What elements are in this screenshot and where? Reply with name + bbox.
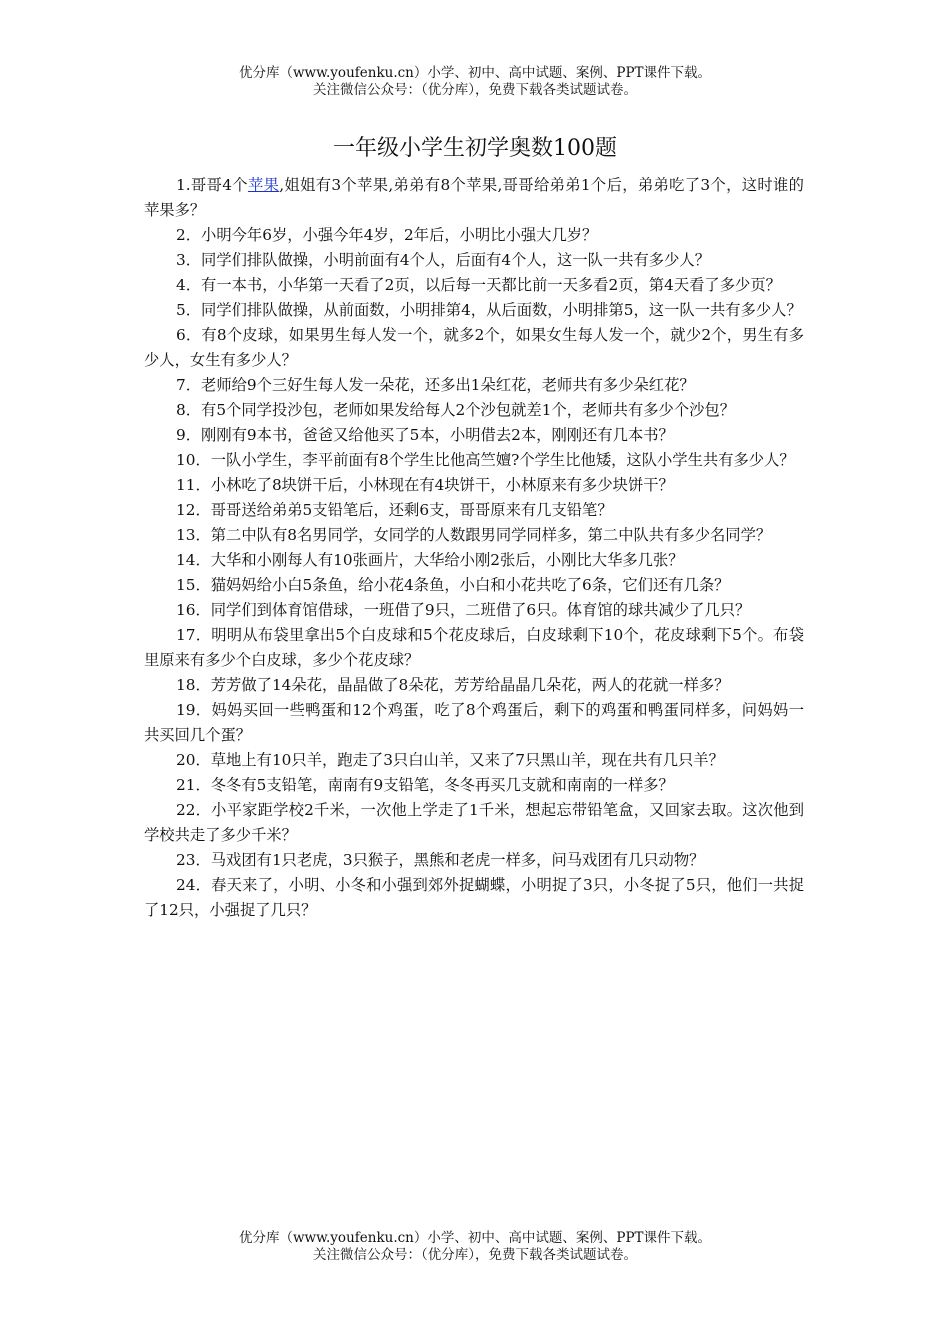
question-18: 18．芳芳做了14朵花，晶晶做了8朵花，芳芳给晶晶几朵花，两人的花就一样多？: [176, 676, 730, 694]
question-21: 21．冬冬有5支铅笔，南南有9支铅笔，冬冬再买几支就和南南的一样多？: [176, 776, 674, 794]
page-footer: [0, 1230, 950, 1264]
footer-line-2: 关注微信公众号：（优分库），免费下载各类试题试卷。: [313, 1247, 637, 1263]
question-15: 15．猫妈妈给小白5条鱼，给小花4条鱼，小白和小花共吃了6条，它们还有几条？: [176, 576, 730, 594]
header-line-2: 关注微信公众号：（优分库），免费下载各类试题试卷。: [313, 82, 637, 98]
question-20: 20．草地上有10只羊，跑走了3只白山羊，又来了7只黑山羊，现在共有几只羊？: [176, 751, 724, 769]
question-1-before: 1.哥哥4个: [176, 176, 248, 194]
question-7: 7．老师给9个三好生每人发一朵花，还多出1朵红花，老师共有多少朵红花？: [176, 376, 695, 394]
question-1-after: ,姐姐有3个苹果,弟弟有8个苹果,哥哥给弟弟1个后，弟弟吃了3个，这时谁的苹果多？: [144, 176, 804, 219]
question-2: 2．小明今年6岁，小强今年4岁，2年后，小明比小强大几岁？: [176, 226, 598, 244]
page-header: [0, 65, 950, 99]
question-23: 23．马戏团有1只老虎，3只猴子，黑熊和老虎一样多，问马戏团有几只动物？: [176, 851, 705, 869]
question-8: 8．有5个同学投沙包，老师如果发给每人2个沙包就差1个，老师共有多少个沙包？: [176, 401, 736, 419]
question-22: 22．小平家距学校2千米，一次他上学走了1千米，想起忘带铅笔盒，又回家去取。这次他到学校共走了多少千米？: [144, 801, 804, 844]
question-6: 6．有8个皮球，如果男生每人发一个，就多2个，如果女生每人发一个，就少2个，男生有多少人，女生有多少人？: [144, 326, 804, 369]
question-11: 11．小林吃了8块饼干后，小林现在有4块饼干，小林原来有多少块饼干？: [176, 476, 674, 494]
question-10: 10．一队小学生，李平前面有8个学生比他高竺嬗?个学生比他矮，这队小学生共有多少人？: [176, 451, 795, 469]
question-9: 9．刚刚有9本书，爸爸又给他买了5本，小明借去2本，刚刚还有几本书？: [176, 426, 674, 444]
question-19: 19．妈妈买回一些鸭蛋和12个鸡蛋，吃了8个鸡蛋后，剩下的鸡蛋和鸭蛋同样多，问妈妈一共买回几个蛋？: [144, 701, 804, 744]
question-1: [144, 173, 804, 223]
header-line-1: 优分库（www.youfenku.cn）小学、初中、高中试题、案例、PPT课件下载。: [238, 65, 712, 81]
question-4: 4．有一本书，小华第一天看了2页，以后每一天都比前一天多看2页，第4天看了多少页？: [176, 276, 781, 294]
question-3: 3．同学们排队做操，小明前面有4个人，后面有4个人，这一队一共有多少人？: [176, 251, 710, 269]
question-list: [144, 173, 804, 923]
apple-link[interactable]: 苹果: [247, 176, 280, 194]
question-5: 5．同学们排队做操，从前面数，小明排第4，从后面数，小明排第5，这一队一共有多少人？: [176, 301, 802, 319]
question-24: 24．春天来了，小明、小冬和小强到郊外捉蝴蝶，小明捉了3只，小冬捉了5只，他们一共捉了12只，小强捉了几只？: [144, 876, 804, 919]
question-16: 16．同学们到体育馆借球，一班借了9只，二班借了6只。体育馆的球共减少了几只？: [176, 601, 751, 619]
question-13: 13．第二中队有8名男同学，女同学的人数跟男同学同样多，第二中队共有多少名同学？: [176, 526, 772, 544]
question-14: 14．大华和小刚每人有10张画片，大华给小刚2张后，小刚比大华多几张？: [176, 551, 684, 569]
question-17: 17．明明从布袋里拿出5个白皮球和5个花皮球后，白皮球剩下10个，花皮球剩下5个。布袋里原来有多少个白皮球，多少个花皮球？: [144, 626, 804, 669]
footer-line-1: 优分库（www.youfenku.cn）小学、初中、高中试题、案例、PPT课件下载。: [238, 1230, 712, 1246]
page-title: 一年级小学生初学奥数100题: [333, 136, 617, 161]
question-12: 12．哥哥送给弟弟5支铅笔后，还剩6支，哥哥原来有几支铅笔？: [176, 501, 613, 519]
